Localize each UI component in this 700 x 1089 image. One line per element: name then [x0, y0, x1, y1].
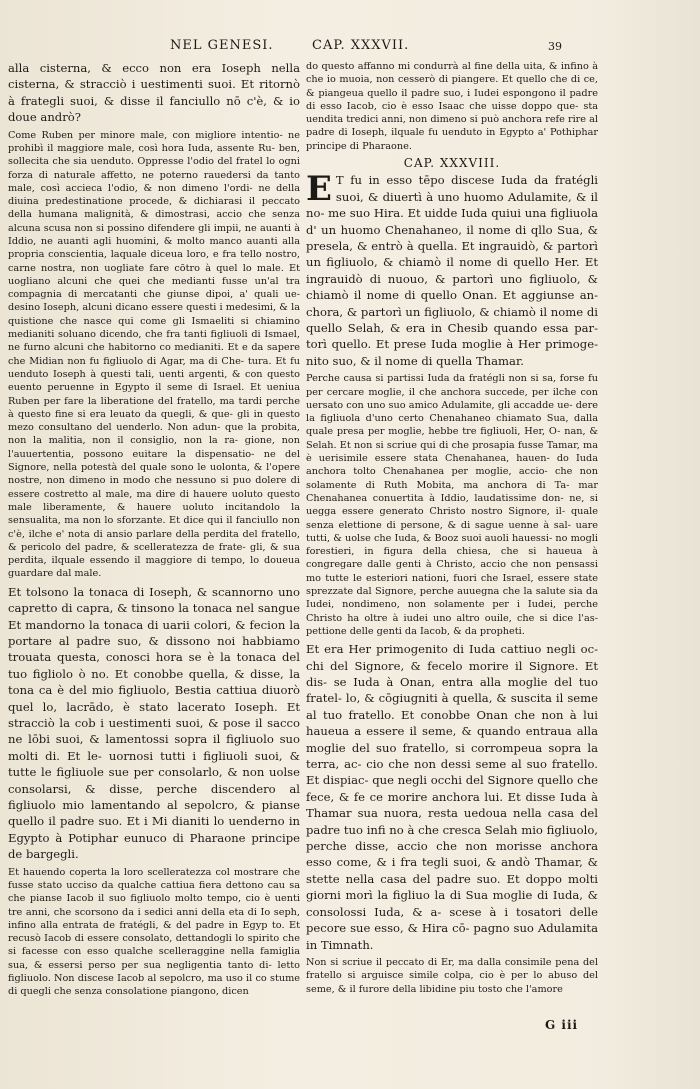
commentary-paragraph: Perche causa si partissi Iuda da fratégli non si sa, forse fu per cercare moglie, il che anchora succede, per ilche con uersato con uno suo amico Adulamite, gli accadde ue- dere la figliuola d'uno certo Chenahaneo chiamato Sua, dalla quale presa per moglie, hebbe tre figliuoli, Her, O- nan, & Selah. Et non si scriue qui di che prosapia fusse Tamar, ma è uerisimile essere stata Chenahanea, hauen- do Iuda anchora tolto Chenahanea per moglie, accio- che non solamente di Ruth Mobita, ma anchora di Ta- mar Chenahanea conuertita à Iddio, laudatissime don- ne, si uegga essere generato Christo nostro Signore, il- quale senza elettione di persone, & di sague uenne à sal- uare tutti, & uolse che Iuda, & Booz suoi auoli hauessi- no mogli forestieri, in figura della chiesa, che si haueua à congregare dalle genti à Christo, accio che non pensassi mo tutte le esteriori nationi, fuori che Israel, essere state sprezzate dal Signore, perche auuegna che la salute sia da Iudei, nondimeno, non solamente per i Iudei, perche Christo ha oltre à iudei uno altro ouile, che si dice l'as- pettione delle genti da Iacob, & da propheti. [306, 373, 598, 637]
running-title-left: NEL GENESI. [170, 38, 274, 53]
right-column [306, 60, 598, 1020]
drop-capital: E [306, 169, 332, 210]
commentary-paragraph: do questo affanno mi condurrà al fine della uita, & infino à che io muoia, non cesserò di piangere. Et quello che di ce, & piangeua quello il padre suo, i Iudei espongono il padre di esso Iacob, cio è esso Isaac che uisse doppo que- sta uendita tredici anni, non dimeno si può anchora refe rire al padre di Ioseph, ilquale fu uenduto in Egypto a' Pothiphar principe di Pharaone. [306, 61, 598, 152]
scripture-paragraph: Et tolsono la tonaca di Ioseph, & scannorno uno capretto di capra, & tinsono la tonaca nel sangue Et mandorno la tonaca di uarii colori, & fecion la portare al padre suo, & dissono noi habbiamo trouata questa, conosci hora se è la tonaca del tuo figliolo ò no. Et conobbe quella, & disse, la tona ca è del mio figliuolo, Bestia cattiua diuorò quel lo, lacrādo, è stato lacerato Ioseph. Et stracciò la cob i uestimenti suoi, & pose il sacco ne lōbi suoi, & lamentossi sopra il figliuolo suo molti di. Et le- uornosi tutti i figliuoli suoi, & tutte le figliuole sue per consolarlo, & non uolse consolarsi, & disse, perche discendero al figliuolo mio lamentando al sepolcro, & pianse quello il padre suo. Et i Mi dianiti lo uenderno in Egypto à Potiphar eunuco di Pharaone principe de bargegli. [8, 584, 300, 862]
commentary-paragraph: Come Ruben per minore male, con migliore intentio- ne prohibì il maggiore male, così hora Iuda, assente Ru- ben, sollecita che sia uenduto. Oppresse l'odio del fratel lo ogni forza di naturale affetto, ne poterno rauedersi da tanto male, così accieca l'odio, & non dimeno l'ordi- ne della diuina predestinatione procede, & dichiarasi il peccato della humana malignità, & dimostrasi, accio che senza alcuna scusa non si possino difendere gli impii, ne auanti à Iddio, ne auanti agli huomini, & molto manco auanti alla propria conscientia, laquale diceua loro, e fra tello nostro, carne nostra, non uogliate fare cōtro à quel lo male. Et uogliano alcuni che quei che medianti fusse un'al tra compagnia di mercatanti che giunse dipoi, a' quali ue- desino Ioseph, alcuni dicano essere questi i medesimi, & la quistione che nasce qui come gli Ismaeliti si chiamino medianiti soluano dicendo, che fra tanti figliuoli di Ismael, ne furno alcuni che habitorno co medianiti. Et e da sapere che Midian non fu figliuolo di Agar, ma di Che- tura. Et fu uenduto Ioseph à questi tali, uenti argenti, & con questo euento peruenne in Egypto il seme di Israel. Et ueniua Ruben per fare la liberatione del fratello, ma tardi perche à questo fine si era leuato da quegli, & que- gli in questo mezo consultano del uenderlo. Non adun- que la probita, non la malitia, non il consiglio, non la ra- gione, non l'auuertentia, possono euitare la dispensatio- ne del Signore, nella potestà del quale sono le uolonta, & l'opere nostre, non dimeno in modo che nessuno si puo dolere di essere costretto al male, ma dire di hauere uoluto questo male liberamente, & hauere uoluto incitandolo la sensualita, ma non lo sforzante. Et dice qui il fanciullo non c'è, ilche e' nota di ansio parlare della perdita del fratello, & pericolo del padre, & scelleratezza de frate- gli, & sua perdita, ilquale essendo il maggiore di tempo, lo doueua guardare dal male. [8, 129, 300, 580]
left-column [8, 60, 300, 1080]
scripture-paragraph: Et era Her primogenito di Iuda cattiuo negli oc- chi del Signore, & fecelo morire il Signore. Et dis- se Iuda à Onan, entra alla moglie del tuo fratel- lo, & cōgiugniti à quella, & suscita il seme al tuo fratello. Et conobbe Onan che non à lui haueua a essere il seme, & quando entraua alla moglie del suo fratello, si corrompeua sopra la terra, ac- cio che non dessi seme al suo fratello. Et dispiac- que negli occhi del Signore quello che fece, & fe ce morire anchora lui. Et disse Iuda à Thamar sua nuora, resta uedoua nella casa del padre tuo infi no à che cresca Selah mio figliuolo, perche disse, accio che non morisse anchora esso come, & i fra tegli suoi, & andò Thamar, & stette nella casa del padre suo. Et doppo molti giorni morì la figliuo la di Sua moglie di Iuda, & consolossi Iuda, & a- scese à i tosatori delle pecore sue esso, & Hira cō- pagno suo Adulamita in Timnath. [306, 642, 598, 952]
page-number: 39 [548, 40, 562, 53]
running-header [0, 38, 700, 58]
commentary-paragraph: Non si scriue il peccato di Er, ma dalla consimile pena del fratello si arguisce simile colpa, cio è per lo abuso del seme, & il furore della libidine piu tosto che l'amore [306, 956, 598, 995]
signature-mark: G iii [545, 1018, 579, 1032]
chapter-heading: CAP. XXXVIII. [403, 156, 501, 171]
page-edge-shadow [604, 0, 700, 1089]
scripture-paragraph: alla cisterna, & ecco non era Ioseph nella cisterna, & stracciò i uestimenti suoi. Et ritornò à frategli suoi, & disse il fanciullo nō c'è, & io doue andrò? [8, 61, 300, 125]
scripture-paragraph [306, 169, 598, 369]
commentary-paragraph: Et hauendo coperta la loro scelleratezza col mostrare che fusse stato ucciso da qualche cattiua fiera dettono cau sa che pianse Iacob il suo figliuolo molto tempo, cio è uenti tre anni, che scorsono da i sedici anni della eta di Io seph, infino alla entrata de fratégli, & del padre in Egyp to. Et recusò Iacob di essere consolato, dettandogli lo spirito che si facesse con esso qualche scelleraggine nella famiglia sua, & essersi perso per sua negligentia tanto di- letto figliuolo. Non discese Iacob al sepolcro, ma uso il co stume di quegli che senza consolatione piangono, dicen [8, 866, 300, 998]
scripture-text: T fu in esso tēpo discese Iuda da fratégli suoi, & diuertì à uno huomo Adulamite, & il no- me suo Hira. Et uidde Iuda quiui una figliuola d' un huomo Chenahaneo, il nome di qllo Sua, & presela, & entrò à quella. Et ingrauidò, & partorì un figliuolo, & chiamò il nome di quello Her. Et ingrauidò di nuouo, & partorì uno figliuolo, & chiamò il nome di quello Onan. Et aggiunse an- chora, & partorì un figliuolo, & chiamò il nome di quello Selah, & era in Chesib quando essa par- torì quello. Et prese Iuda moglie à Her primoge- nito suo, & il nome di quella Thamar. [306, 173, 598, 368]
running-title-right: CAP. XXXVII. [312, 38, 410, 53]
